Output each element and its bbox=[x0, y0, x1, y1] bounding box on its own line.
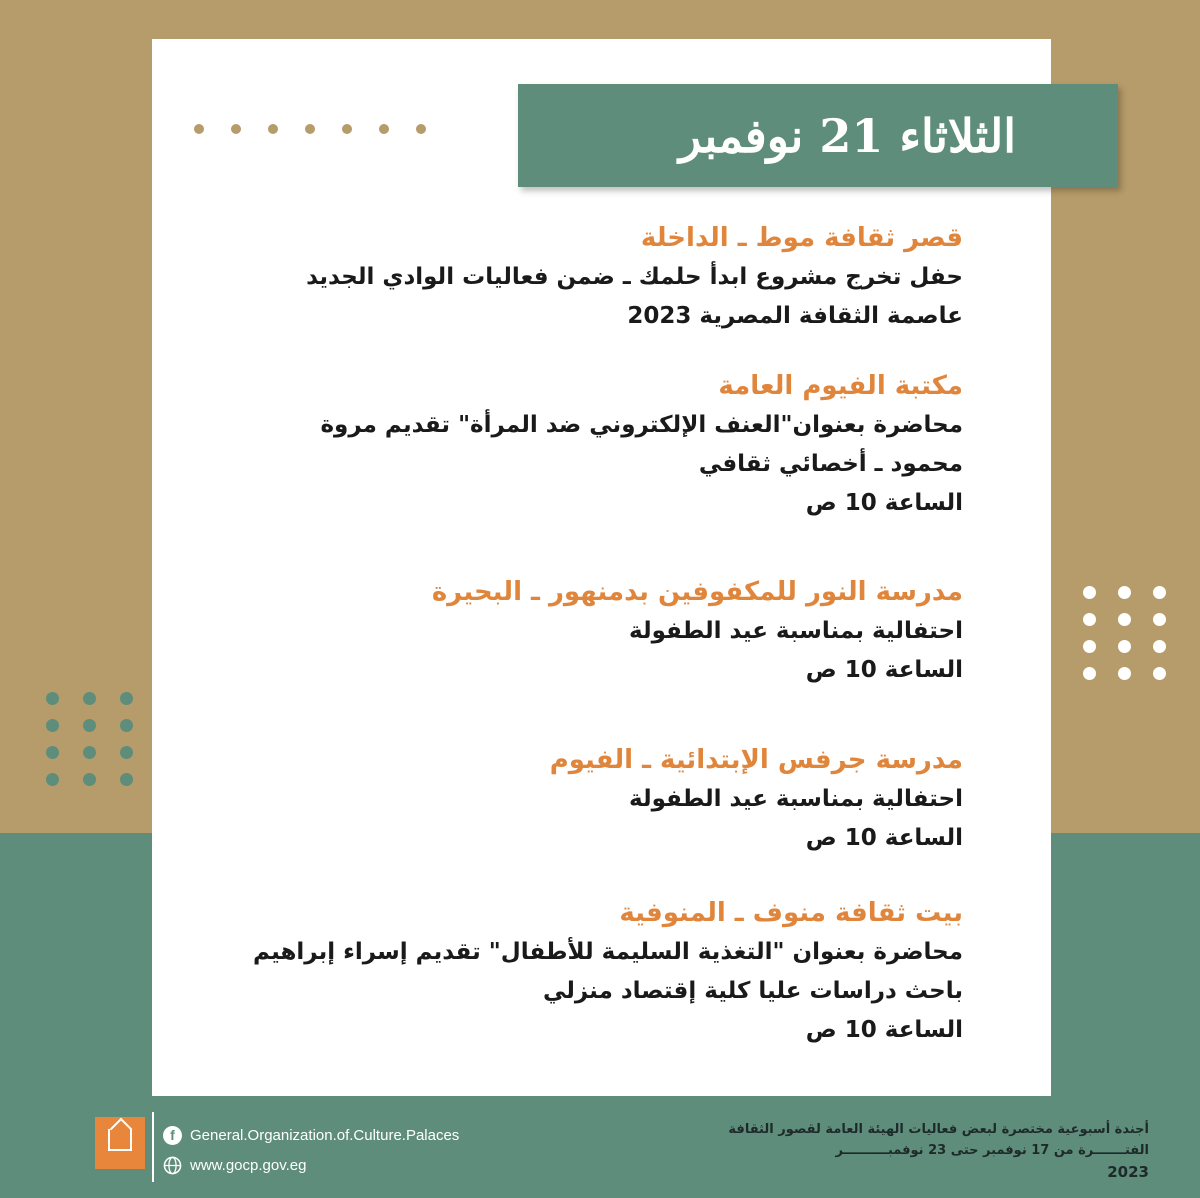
event-venue: مدرسة جرفس الإبتدائية ـ الفيوم bbox=[549, 745, 963, 775]
event-detail: محمود ـ أخصائي ثقافي bbox=[698, 451, 963, 477]
event-item bbox=[320, 366, 963, 523]
event-time: الساعة 10 ص bbox=[805, 490, 963, 516]
event-detail: احتفالية بمناسبة عيد الطفولة bbox=[629, 786, 963, 812]
event-venue: قصر ثقافة موط ـ الداخلة bbox=[640, 223, 963, 253]
event-venue: بيت ثقافة منوف ـ المنوفية bbox=[619, 898, 963, 928]
decorative-dot-grid-white bbox=[1083, 586, 1166, 680]
event-venue: مكتبة الفيوم العامة bbox=[718, 371, 963, 401]
event-item bbox=[306, 218, 963, 336]
agenda-year: 2023 bbox=[1107, 1163, 1149, 1181]
event-item bbox=[550, 740, 963, 858]
event-time: الساعة 10 ص bbox=[805, 1017, 963, 1043]
event-detail: باحث دراسات عليا كلية إقتصاد منزلي bbox=[542, 978, 963, 1004]
event-time: الساعة 10 ص bbox=[805, 825, 963, 851]
footer-social-links bbox=[163, 1122, 459, 1182]
event-time: الساعة 10 ص bbox=[805, 657, 963, 683]
event-item bbox=[253, 893, 963, 1050]
website-url: www.gocp.gov.eg bbox=[190, 1156, 307, 1174]
building-logo-icon bbox=[108, 1129, 132, 1151]
globe-icon bbox=[163, 1156, 182, 1175]
decorative-dot-row bbox=[194, 124, 426, 134]
event-detail: احتفالية بمناسبة عيد الطفولة bbox=[629, 618, 963, 644]
facebook-icon: f bbox=[163, 1126, 182, 1145]
event-detail: عاصمة الثقافة المصرية 2023 bbox=[627, 303, 963, 329]
page-title: الثلاثاء 21 نوفمبر bbox=[678, 108, 1016, 163]
decorative-dot-grid-green bbox=[46, 692, 133, 786]
footer-divider bbox=[152, 1112, 154, 1182]
facebook-handle: General.Organization.of.Culture.Palaces bbox=[190, 1126, 460, 1144]
event-detail: حفل تخرج مشروع ابدأ حلمك ـ ضمن فعاليات الوادي الجديد bbox=[306, 264, 963, 290]
event-detail: محاضرة بعنوان "التغذية السليمة للأطفال" تقديم إسراء إبراهيم bbox=[253, 939, 963, 965]
facebook-link[interactable] bbox=[163, 1122, 459, 1148]
event-item bbox=[432, 572, 963, 690]
agenda-description: أجندة أسبوعية مختصرة لبعض فعاليات الهيئة العامة لقصور الثقافة bbox=[728, 1122, 1149, 1137]
website-link[interactable] bbox=[163, 1152, 459, 1178]
footer-agenda-info bbox=[728, 1119, 1149, 1183]
event-venue: مدرسة النور للمكفوفين بدمنهور ـ البحيرة bbox=[431, 577, 963, 607]
agenda-period: الفتـــــــرة من 17 نوفمبر حتى 23 نوفمبــــــــــر bbox=[835, 1143, 1149, 1158]
gocp-logo bbox=[95, 1117, 145, 1169]
date-title-banner bbox=[518, 84, 1118, 187]
event-detail: محاضرة بعنوان"العنف الإلكتروني ضد المرأة" تقديم مروة bbox=[320, 412, 963, 438]
